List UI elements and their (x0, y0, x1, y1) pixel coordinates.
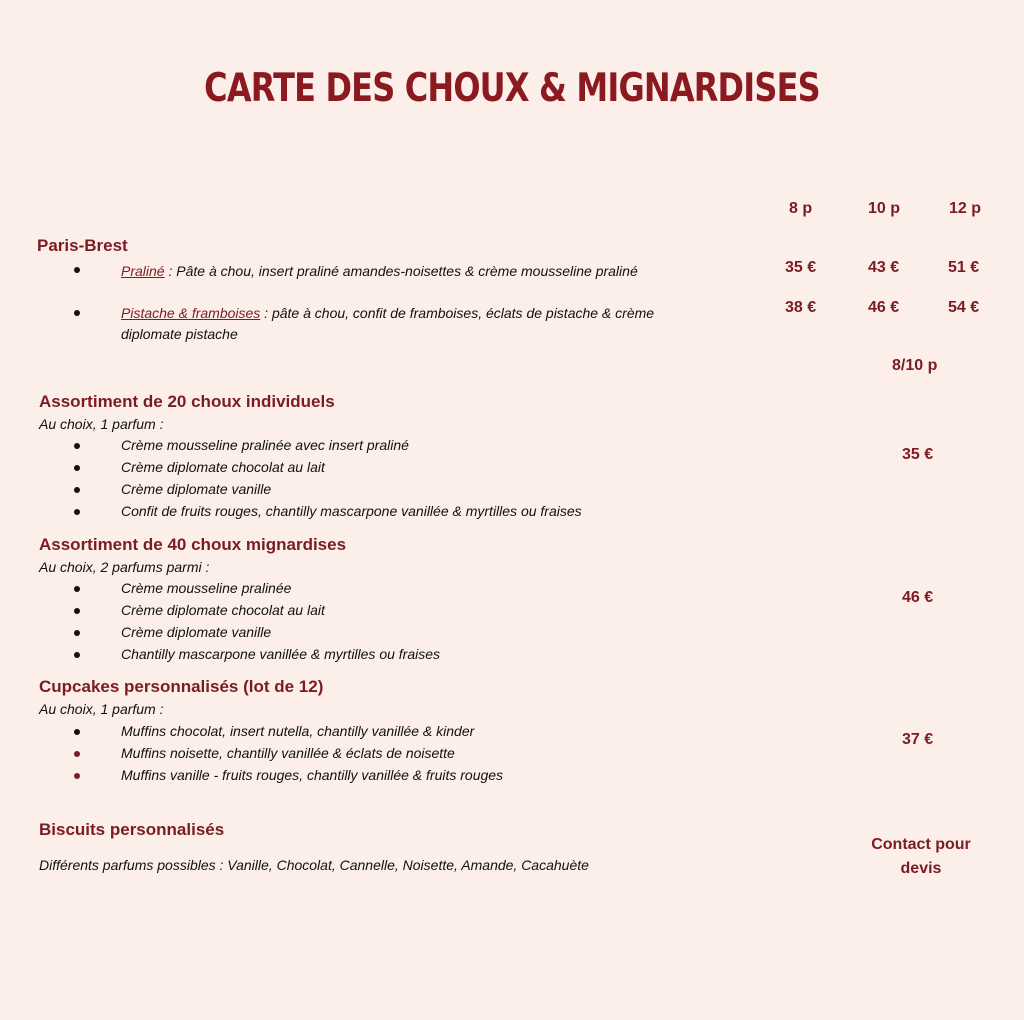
price-biscuits (850, 833, 992, 881)
section-heading-cupcakes: Cupcakes personnalisés (lot de 12) (39, 677, 324, 696)
bullet-icon (74, 509, 80, 515)
item-name-praline: Praliné (121, 263, 165, 279)
section-heading-assortiment-20: Assortiment de 20 choux individuels (39, 392, 335, 411)
list-item (121, 303, 654, 345)
bullet-icon (74, 443, 80, 449)
price-praline-12p: 51 € (948, 259, 980, 276)
bullet-icon (74, 652, 80, 658)
bullet-icon (74, 630, 80, 636)
section-subtitle: Au choix, 1 parfum : (39, 416, 164, 432)
list-item: Chantilly mascarpone vanillée & myrtilles ou fraises (121, 646, 441, 662)
item-name-pistache: Pistache & framboises (121, 305, 261, 321)
section-subtitle: Au choix, 2 parfums parmi : (39, 559, 210, 575)
list-item: Crème diplomate vanille (121, 481, 272, 497)
bullet-icon (74, 267, 80, 273)
list-item: Muffins chocolat, insert nutella, chantilly vanillée & kinder (121, 723, 475, 739)
price-pistache-10p: 46 € (868, 299, 900, 316)
list-item (121, 261, 638, 281)
biscuits-description: Différents parfums possibles : Vanille, Chocolat, Cannelle, Noisette, Amande, Cacahuète (39, 857, 589, 873)
bullet-icon (74, 586, 80, 592)
section-heading-assortiment-40: Assortiment de 40 choux mignardises (39, 535, 347, 554)
list-item: Crème mousseline pralinée (121, 580, 292, 596)
section-subtitle: Au choix, 1 parfum : (39, 701, 164, 717)
page-title: CARTE DES CHOUX & MIGNARDISES (204, 66, 820, 111)
section-heading-biscuits: Biscuits personnalisés (39, 820, 225, 839)
bullet-icon (74, 310, 80, 316)
list-item: Crème diplomate chocolat au lait (121, 459, 325, 475)
column-header-8-10p: 8/10 p (892, 357, 938, 374)
list-item: Crème mousseline pralinée avec insert praliné (121, 437, 409, 453)
bullet-icon (74, 465, 80, 471)
price-cupcakes: 37 € (902, 731, 934, 748)
bullet-icon (74, 729, 80, 735)
price-assortiment-40: 46 € (902, 589, 934, 606)
item-description: : Pâte à chou, insert praliné amandes-noisettes & crème mousseline praliné (164, 263, 638, 279)
price-pistache-8p: 38 € (785, 299, 817, 316)
bullet-icon (74, 487, 80, 493)
list-item: Muffins vanille - fruits rouges, chantilly vanillée & fruits rouges (121, 767, 504, 783)
bullet-icon (74, 751, 80, 757)
list-item: Crème diplomate chocolat au lait (121, 602, 325, 618)
list-item: Crème diplomate vanille (121, 624, 272, 640)
column-header-8p: 8 p (789, 200, 813, 217)
section-heading-paris-brest: Paris-Brest (37, 236, 128, 255)
price-pistache-12p: 54 € (948, 299, 980, 316)
column-header-10p: 10 p (868, 200, 901, 217)
bullet-icon (74, 773, 80, 779)
item-description-line2: diplomate pistache (121, 326, 238, 342)
price-assortiment-20: 35 € (902, 446, 934, 463)
list-item: Muffins noisette, chantilly vanillée & éclats de noisette (121, 745, 455, 761)
list-item: Confit de fruits rouges, chantilly mascarpone vanillée & myrtilles ou fraises (121, 503, 582, 519)
bullet-icon (74, 608, 80, 614)
price-biscuits-line1: Contact pour (871, 836, 971, 853)
column-header-12p: 12 p (949, 200, 982, 217)
item-description: : pâte à chou, confit de framboises, éclats de pistache & crème (260, 305, 655, 321)
price-praline-8p: 35 € (785, 259, 817, 276)
price-praline-10p: 43 € (868, 259, 900, 276)
price-biscuits-line2: devis (900, 860, 942, 877)
